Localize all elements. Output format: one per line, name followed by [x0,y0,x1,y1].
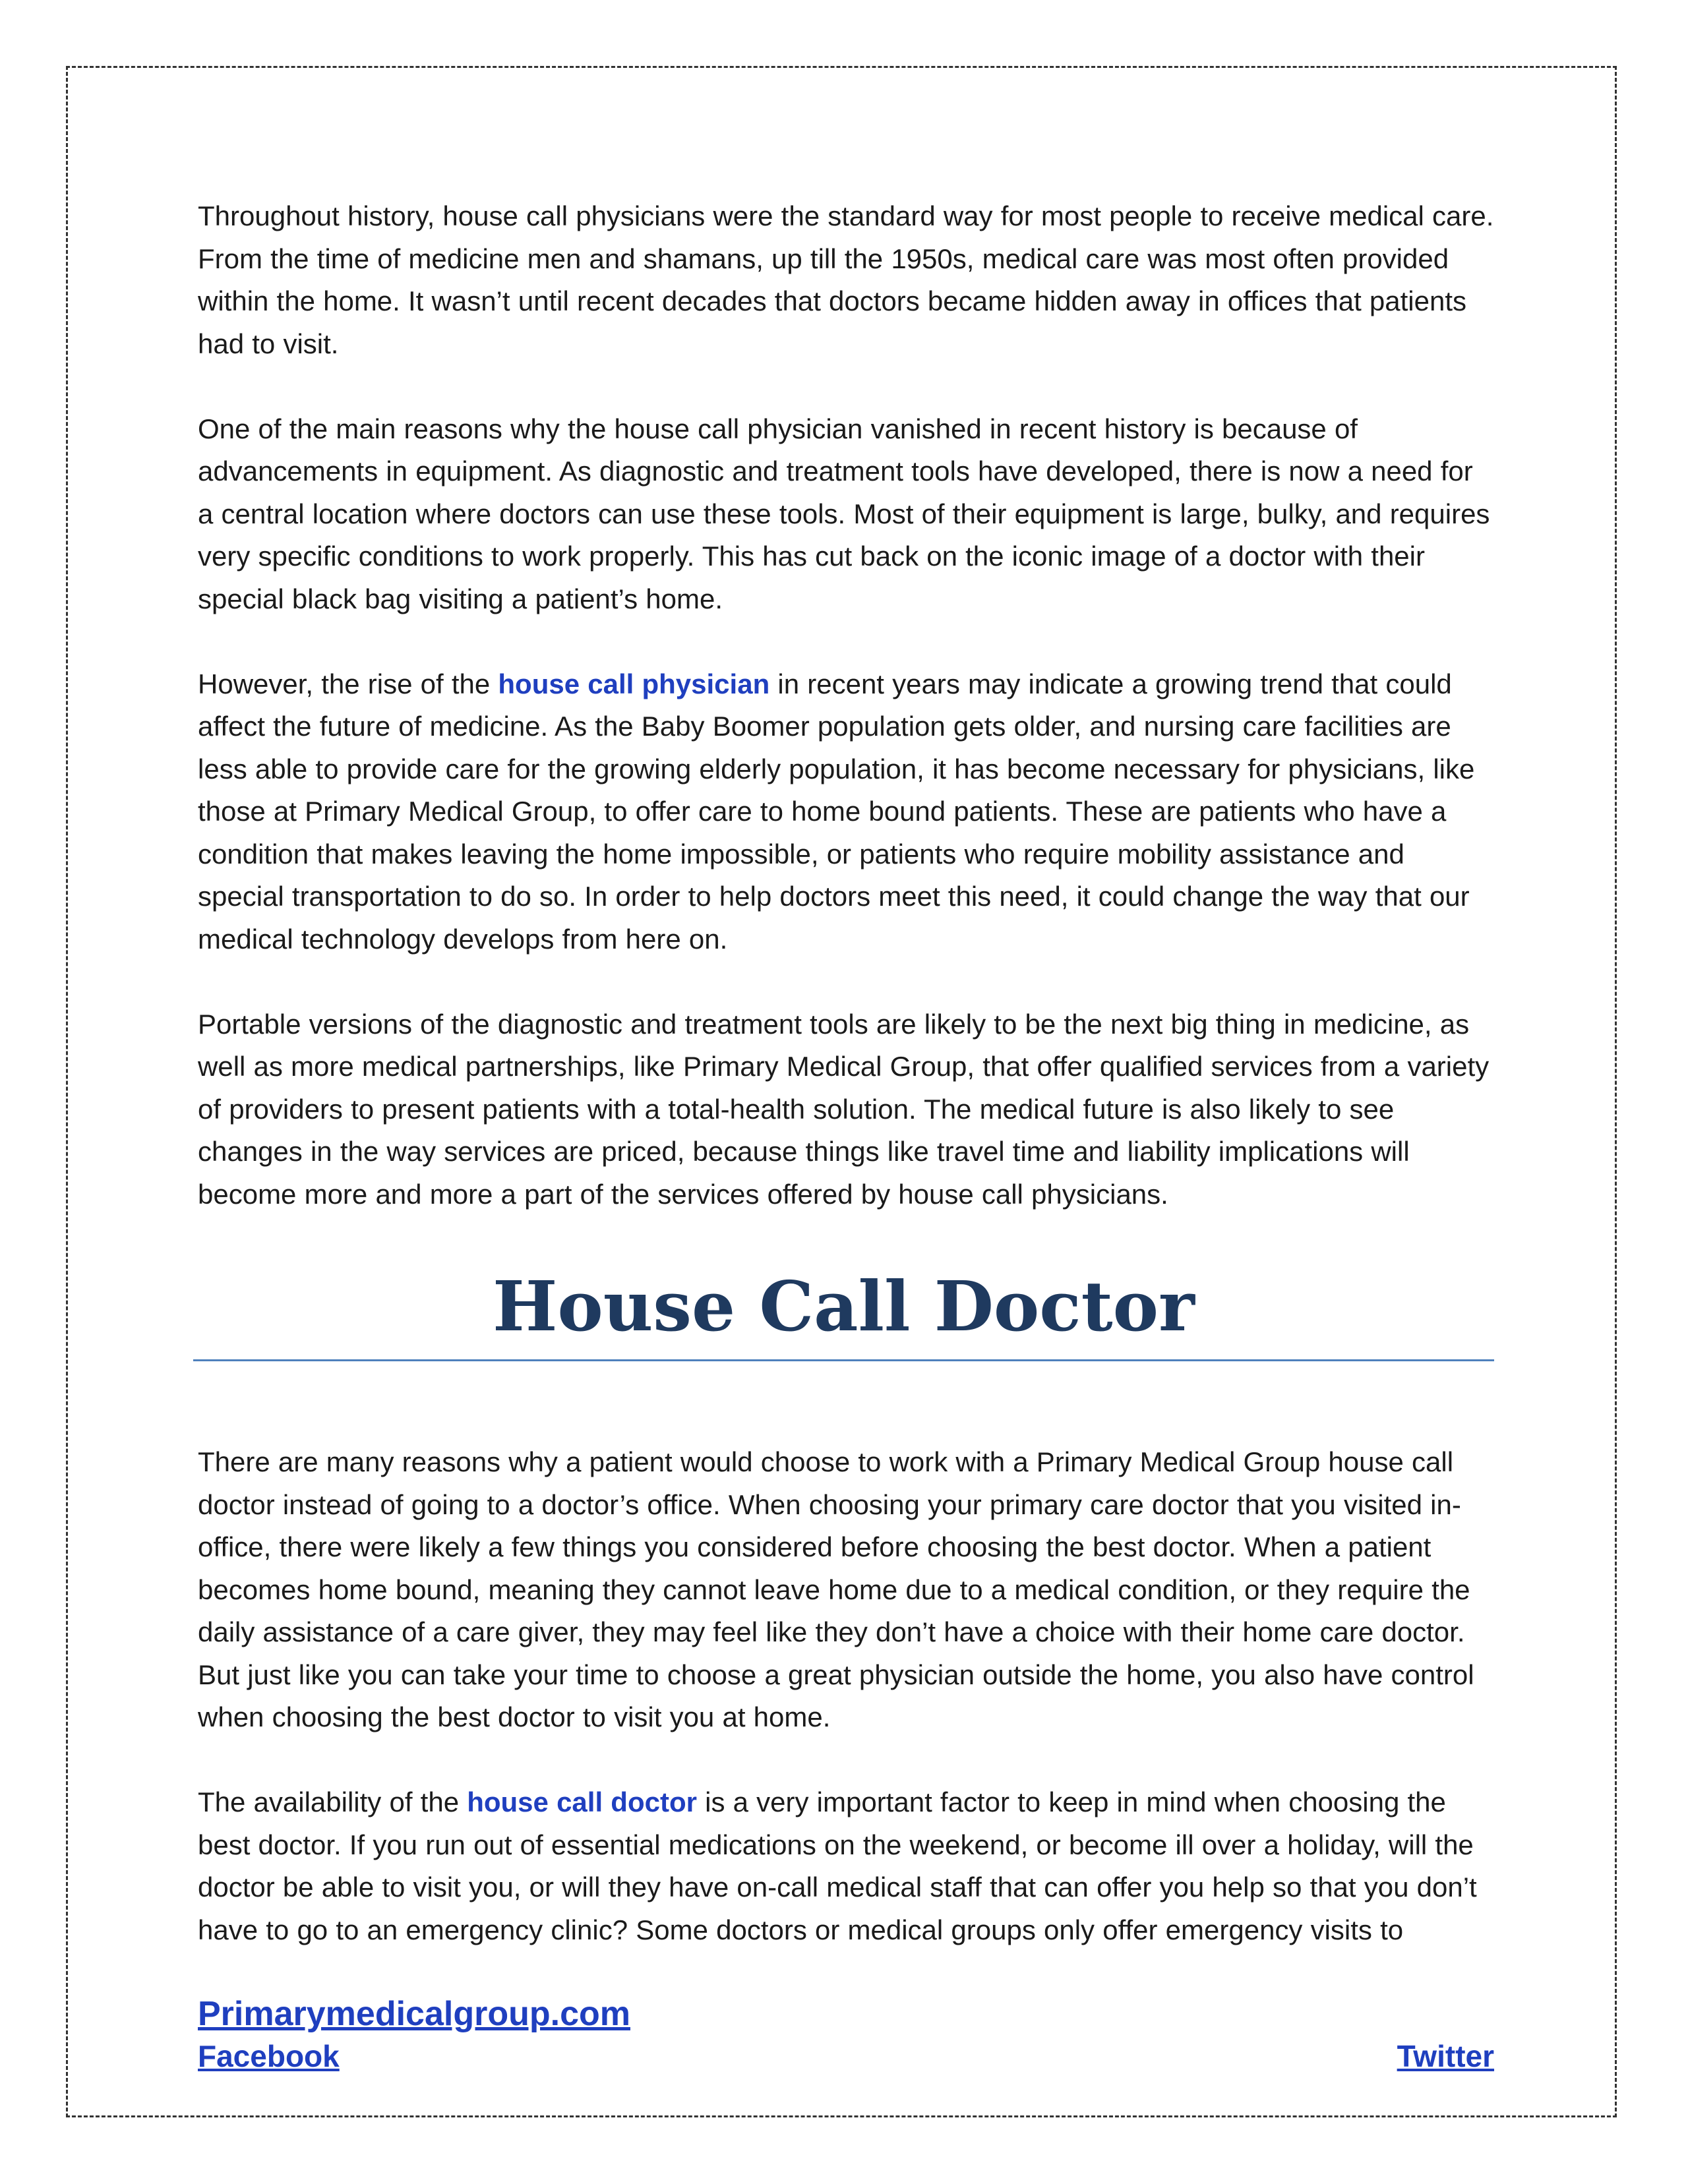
paragraph-text: There are many reasons why a patient would choose to work with a Primary Medical Group house call doctor instead of going to a doctor’s office. When choosing your primary care doctor that you visited in-office, there were likely a few things you considered before choosing the best doctor. When a patient becomes home bound, meaning they cannot leave home due to a medical condition, or they require the daily assistance of a care giver, they may feel like they don’t have a choice with their home care doctor. But just like you can take your time to choose a great physician outside the home, you also have control when choosing the best doctor to visit you at home. [198,1446,1474,1732]
paragraph-text: One of the main reasons why the house call physician vanished in recent history is because of advancements in equipment. As diagnostic and treatment tools have developed, there is now a need for a central location where doctors can use these tools. Most of their equipment is large, bulky, and requires very specific conditions to work properly. This has cut back on the iconic image of a doctor with their special black bag visiting a patient’s home. [198,413,1490,614]
paragraph-text-before: However, the rise of the [198,668,498,699]
paragraph-history [198,195,1494,365]
paragraph-text-before: The availability of the [198,1786,467,1817]
paragraph-text-after: is a very important factor to keep in mind when choosing the best doctor. If you run out of essential medications on the weekend, or become ill over a holiday, will the doctor be able to visit you, or will they have on-call medical staff that can offer you help so that you don’t have to go to an emergency clinic? Some doctors or medical groups only offer emergency visits to [198,1786,1477,1945]
paragraph-text: Throughout history, house call physicians were the standard way for most people to receive medical care. From the time of medicine men and shamans, up till the 1950s, medical care was most often provided within the home. It wasn’t until recent decades that doctors became hidden away in offices that patients had to visit. [198,200,1494,359]
twitter-link[interactable]: Twitter [1397,2039,1494,2073]
paragraph-rise [198,663,1494,961]
house-call-physician-link[interactable]: house call physician [498,668,770,699]
heading-divider [193,1359,1494,1361]
section-heading [193,1260,1494,1361]
social-links [198,2036,1494,2077]
footer [198,1992,1494,2077]
facebook-link[interactable]: Facebook [198,2039,340,2073]
paragraph-equipment [198,408,1494,621]
house-call-doctor-link[interactable]: house call doctor [467,1786,697,1817]
paragraph-text-after: in recent years may indicate a growing trend that could affect the future of medicine. As the Baby Boomer population gets older, and nursing care facilities are less able to provide care for the growing elderly population, it has become necessary for physicians, like those at Primary Medical Group, to offer care to home bound patients. These are patients who have a condition that makes leaving the home impossible, or patients who require mobility assistance and special transportation to do so. In order to help doctors meet this need, it could change the way that our medical technology develops from here on. [198,668,1475,955]
paragraph-availability [198,1781,1494,1951]
body-text-top [198,195,1494,1258]
paragraph-text: Portable versions of the diagnostic and treatment tools are likely to be the next big thing in medicine, as well as more medical partnerships, like Primary Medical Group, that offer qualified services from a variety of providers to present patients with a total-health solution. The medical future is also likely to see changes in the way services are priced, because things like travel time and liability implications will become more and more a part of the services offered by house call physicians. [198,1008,1490,1210]
paragraph-reasons [198,1441,1494,1739]
body-text-bottom [198,1441,1494,1994]
page-title: House Call Doctor [493,1266,1195,1347]
site-link[interactable]: Primarymedicalgroup.com [198,1995,630,2033]
paragraph-portable [198,1003,1494,1216]
